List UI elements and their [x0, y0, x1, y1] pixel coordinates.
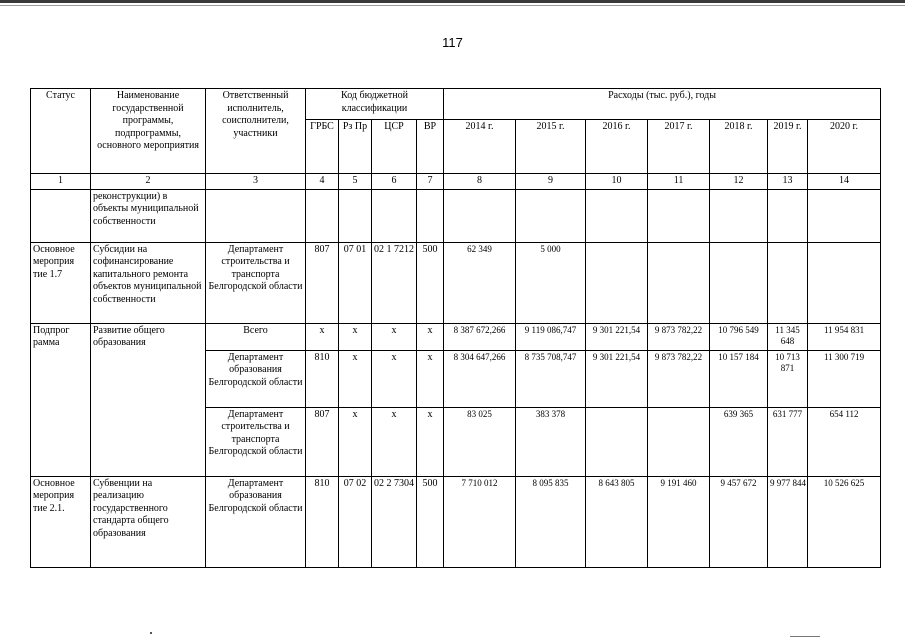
column-number: 8: [444, 174, 516, 190]
row-value: 8 387 672,266: [444, 323, 516, 350]
column-number: 10: [586, 174, 648, 190]
row-executor: Департамент образования Белгородской области: [206, 350, 306, 407]
column-number: 9: [516, 174, 586, 190]
row-value: [444, 189, 516, 242]
column-number: 3: [206, 174, 306, 190]
row-value: 8 735 708,747: [516, 350, 586, 407]
column-number: 12: [710, 174, 768, 190]
row-value: [808, 189, 881, 242]
row-status: [31, 189, 91, 242]
row-executor: Всего: [206, 323, 306, 350]
row-value: [768, 189, 808, 242]
row-csr: 02 2 7304: [372, 476, 417, 567]
scan-line: [790, 636, 820, 637]
header-year: 2015 г.: [516, 120, 586, 174]
header-rzpr: Рз Пр: [339, 120, 372, 174]
column-number: 5: [339, 174, 372, 190]
table-row: [31, 189, 881, 242]
row-value: [710, 189, 768, 242]
header-year: 2014 г.: [444, 120, 516, 174]
header-year: 2017 г.: [648, 120, 710, 174]
row-value: 10 796 549: [710, 323, 768, 350]
row-vr: х: [417, 407, 444, 476]
row-vr: х: [417, 350, 444, 407]
row-value: 8 095 835: [516, 476, 586, 567]
scan-dot: [150, 632, 152, 634]
row-name: Субвенции на реализацию государственного стандарта общего образования: [91, 476, 206, 567]
header-expenses: Расходы (тыс. руб.), годы: [444, 89, 881, 120]
row-rzpr: 07 01: [339, 242, 372, 323]
row-executor: [206, 189, 306, 242]
table-row: [31, 476, 881, 567]
row-name: реконструкции) в объекты муниципальной собственности: [91, 189, 206, 242]
row-name: Развитие общего образования: [91, 323, 206, 476]
top-border-line: [0, 0, 905, 3]
row-grbs: [306, 189, 339, 242]
row-csr: х: [372, 323, 417, 350]
row-grbs: 807: [306, 242, 339, 323]
row-status: Основное мероприя тие 2.1.: [31, 476, 91, 567]
row-value: 9 873 782,22: [648, 350, 710, 407]
row-value: 11 345 648: [768, 323, 808, 350]
header-status: Статус: [31, 89, 91, 174]
row-value: [586, 189, 648, 242]
header-year: 2020 г.: [808, 120, 881, 174]
header-year: 2018 г.: [710, 120, 768, 174]
row-vr: [417, 189, 444, 242]
table-row: [31, 323, 881, 350]
header-csr: ЦСР: [372, 120, 417, 174]
column-number: 6: [372, 174, 417, 190]
row-value: [808, 242, 881, 323]
row-rzpr: 07 02: [339, 476, 372, 567]
row-value: 383 378: [516, 407, 586, 476]
column-number-row: [31, 174, 881, 190]
header-grbs: ГРБС: [306, 120, 339, 174]
row-csr: 02 1 7212: [372, 242, 417, 323]
row-value: [768, 242, 808, 323]
row-value: 9 301 221,54: [586, 323, 648, 350]
column-number: 11: [648, 174, 710, 190]
row-value: 639 365: [710, 407, 768, 476]
row-value: 9 301 221,54: [586, 350, 648, 407]
row-value: [710, 242, 768, 323]
page-number: 117: [442, 35, 463, 50]
budget-table: [30, 88, 881, 568]
row-executor: Департамент строительства и транспорта Белгородской области: [206, 242, 306, 323]
row-rzpr: х: [339, 350, 372, 407]
row-value: 9 977 844: [768, 476, 808, 567]
header-year: 2016 г.: [586, 120, 648, 174]
row-status: Основное мероприя тие 1.7: [31, 242, 91, 323]
row-grbs: 810: [306, 350, 339, 407]
row-csr: х: [372, 350, 417, 407]
column-number: 4: [306, 174, 339, 190]
header-vr: ВР: [417, 120, 444, 174]
row-value: [586, 407, 648, 476]
row-value: 11 300 719: [808, 350, 881, 407]
row-grbs: 807: [306, 407, 339, 476]
row-value: 9 191 460: [648, 476, 710, 567]
row-executor: Департамент образования Белгородской области: [206, 476, 306, 567]
row-value: 5 000: [516, 242, 586, 323]
row-vr: х: [417, 323, 444, 350]
row-value: 9 119 086,747: [516, 323, 586, 350]
row-value: [648, 242, 710, 323]
row-vr: 500: [417, 476, 444, 567]
column-number: 14: [808, 174, 881, 190]
table-row: [31, 242, 881, 323]
column-number: 7: [417, 174, 444, 190]
row-csr: х: [372, 407, 417, 476]
row-value: 9 457 672: [710, 476, 768, 567]
row-rzpr: [339, 189, 372, 242]
header-budget-code: Код бюджетной классификации: [306, 89, 444, 120]
row-vr: 500: [417, 242, 444, 323]
header-row-1: [31, 89, 881, 120]
row-executor: Департамент строительства и транспорта Белгородской области: [206, 407, 306, 476]
row-value: 7 710 012: [444, 476, 516, 567]
row-value: [586, 242, 648, 323]
row-csr: [372, 189, 417, 242]
row-value: 10 526 625: [808, 476, 881, 567]
row-value: [648, 189, 710, 242]
column-number: 2: [91, 174, 206, 190]
column-number: 13: [768, 174, 808, 190]
row-value: 10 157 184: [710, 350, 768, 407]
row-value: [516, 189, 586, 242]
row-status: Подпрог рамма: [31, 323, 91, 476]
row-value: 654 112: [808, 407, 881, 476]
header-name: Наименование государственной программы, подпрограммы, основного мероприятия: [91, 89, 206, 174]
row-value: 9 873 782,22: [648, 323, 710, 350]
row-value: 62 349: [444, 242, 516, 323]
row-value: 8 304 647,266: [444, 350, 516, 407]
row-value: 83 025: [444, 407, 516, 476]
row-value: 10 713 871: [768, 350, 808, 407]
row-grbs: 810: [306, 476, 339, 567]
row-rzpr: х: [339, 407, 372, 476]
header-year: 2019 г.: [768, 120, 808, 174]
column-number: 1: [31, 174, 91, 190]
row-value: 631 777: [768, 407, 808, 476]
header-executor: Ответственный исполнитель, соисполнители, участники: [206, 89, 306, 174]
row-rzpr: х: [339, 323, 372, 350]
row-value: [648, 407, 710, 476]
row-grbs: х: [306, 323, 339, 350]
row-value: 11 954 831: [808, 323, 881, 350]
row-value: 8 643 805: [586, 476, 648, 567]
row-name: Субсидии на софинансирование капитального ремонта объектов муниципальной собственности: [91, 242, 206, 323]
top-border-thin-line: [0, 5, 905, 6]
